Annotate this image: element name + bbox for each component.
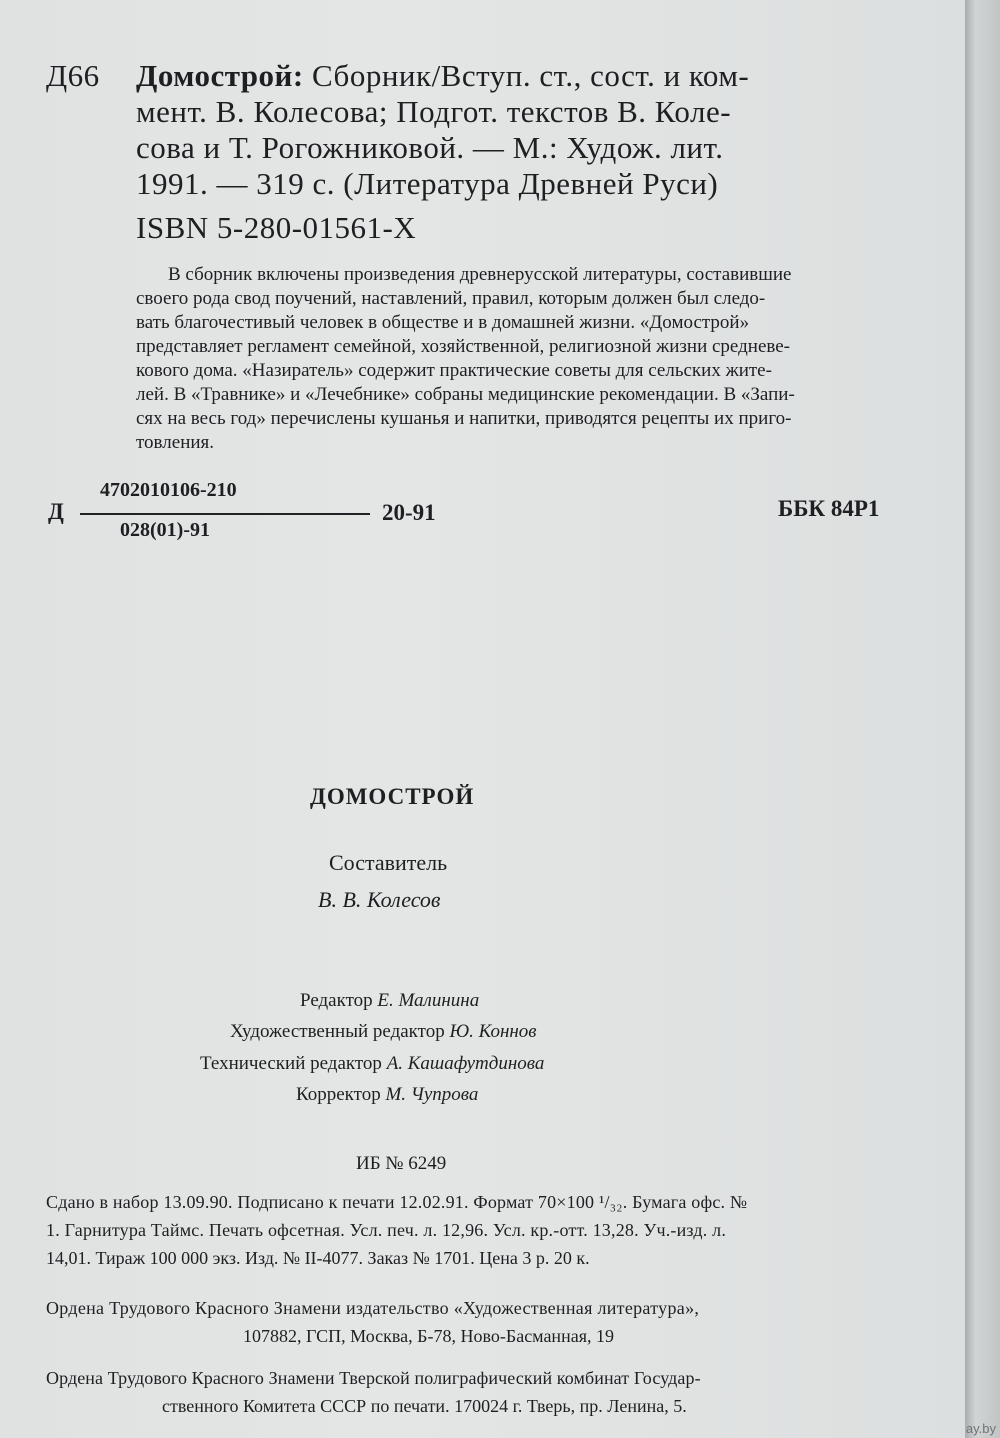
annotation-line: В сборник включены произведения древнерусской литературы, составившие <box>168 264 792 285</box>
imprint-line: Сдано в набор 13.09.90. Подписано к печати 12.02.91. Формат 70×100 ¹/₃₂. Бумага офс. № <box>46 1192 748 1212</box>
ib-number: ИБ № 6249 <box>356 1153 447 1174</box>
publisher-line: Ордена Трудового Красного Знамени издательство «Художественная литература», <box>46 1298 700 1318</box>
classification-suffix: 20-91 <box>382 500 436 525</box>
annotation-line: сях на весь год» перечислены кушанья и напитки, приводятся рецепты их приго- <box>136 408 792 429</box>
credit-role: Художественный редактор <box>230 1021 450 1042</box>
imprint-line: 14,01. Тираж 100 000 экз. Изд. № II-4077. Заказ № 1701. Цена 3 р. 20 к. <box>46 1248 590 1268</box>
annotation-line: товления. <box>136 432 215 453</box>
imprint-line: 1. Гарнитура Таймс. Печать офсетная. Усл. печ. л. 12,96. Усл. кр.-отт. 13,28. Уч.-изд. л. <box>46 1220 727 1240</box>
credit-role: Редактор <box>300 990 378 1011</box>
classification-denominator: 028(01)-91 <box>120 519 210 541</box>
catalog-code: Д66 <box>46 58 100 93</box>
credit-name: Е. Малинина <box>377 990 480 1011</box>
annotation-line: кового дома. «Назиратель» содержит практические советы для сельских жите- <box>136 360 772 381</box>
credit-art-editor <box>230 1021 537 1043</box>
catalog-line-3: сова и Т. Рогожниковой. — М.: Худож. лит. <box>136 130 724 165</box>
annotation-line: представляет регламент семейной, хозяйственной, религиозной жизни средневе- <box>136 336 791 357</box>
credit-proofreader <box>296 1084 478 1106</box>
publisher-line: 107882, ГСП, Москва, Б-78, Ново-Басманная, 19 <box>243 1326 614 1346</box>
credit-name: Ю. Коннов <box>449 1021 537 1042</box>
watermark: ay.by <box>965 1421 996 1436</box>
fraction-bar <box>80 513 370 515</box>
catalog-title: Домострой: <box>136 58 304 93</box>
catalog-line-2: мент. В. Колесова; Подгот. текстов В. Коле- <box>136 94 732 129</box>
page-edge <box>965 0 1000 1438</box>
classification-letter: Д <box>48 499 64 524</box>
credit-name: М. Чупрова <box>385 1084 479 1105</box>
compiler-label: Составитель <box>329 850 448 875</box>
bbk-code: ББК 84Р1 <box>778 496 880 521</box>
annotation-line: лей. В «Травнике» и «Лечебнике» собраны медицинские рекомендации. В «Запи- <box>136 384 795 405</box>
annotation-line: своего рода свод поучений, наставлений, правил, которым должен был следо- <box>136 288 766 309</box>
credit-name: А. Кашафутдинова <box>386 1053 545 1074</box>
annotation-line: вать благочестивый человек в обществе и в домашней жизни. «Домострой» <box>136 312 750 333</box>
catalog-isbn: ISBN 5-280-01561-X <box>136 210 417 245</box>
credit-editor <box>300 990 479 1012</box>
book-title: ДОМОСТРОЙ <box>310 784 475 809</box>
catalog-line-1-rest: Сборник/Вступ. ст., сост. и ком- <box>303 58 750 93</box>
printer-line: ственного Комитета СССР по печати. 170024 г. Тверь, пр. Ленина, 5. <box>162 1396 687 1416</box>
credit-role: Технический редактор <box>200 1053 387 1074</box>
annotation <box>0 0 965 460</box>
printer-line: Ордена Трудового Красного Знамени Тверской полиграфический комбинат Государ- <box>46 1368 701 1388</box>
catalog-line-4: 1991. — 319 с. (Литература Древней Руси) <box>136 166 719 201</box>
credit-role: Корректор <box>296 1084 386 1105</box>
classification-numerator: 4702010106-210 <box>100 479 237 501</box>
credit-tech-editor <box>200 1053 544 1075</box>
compiler-name: В. В. Колесов <box>318 887 441 912</box>
